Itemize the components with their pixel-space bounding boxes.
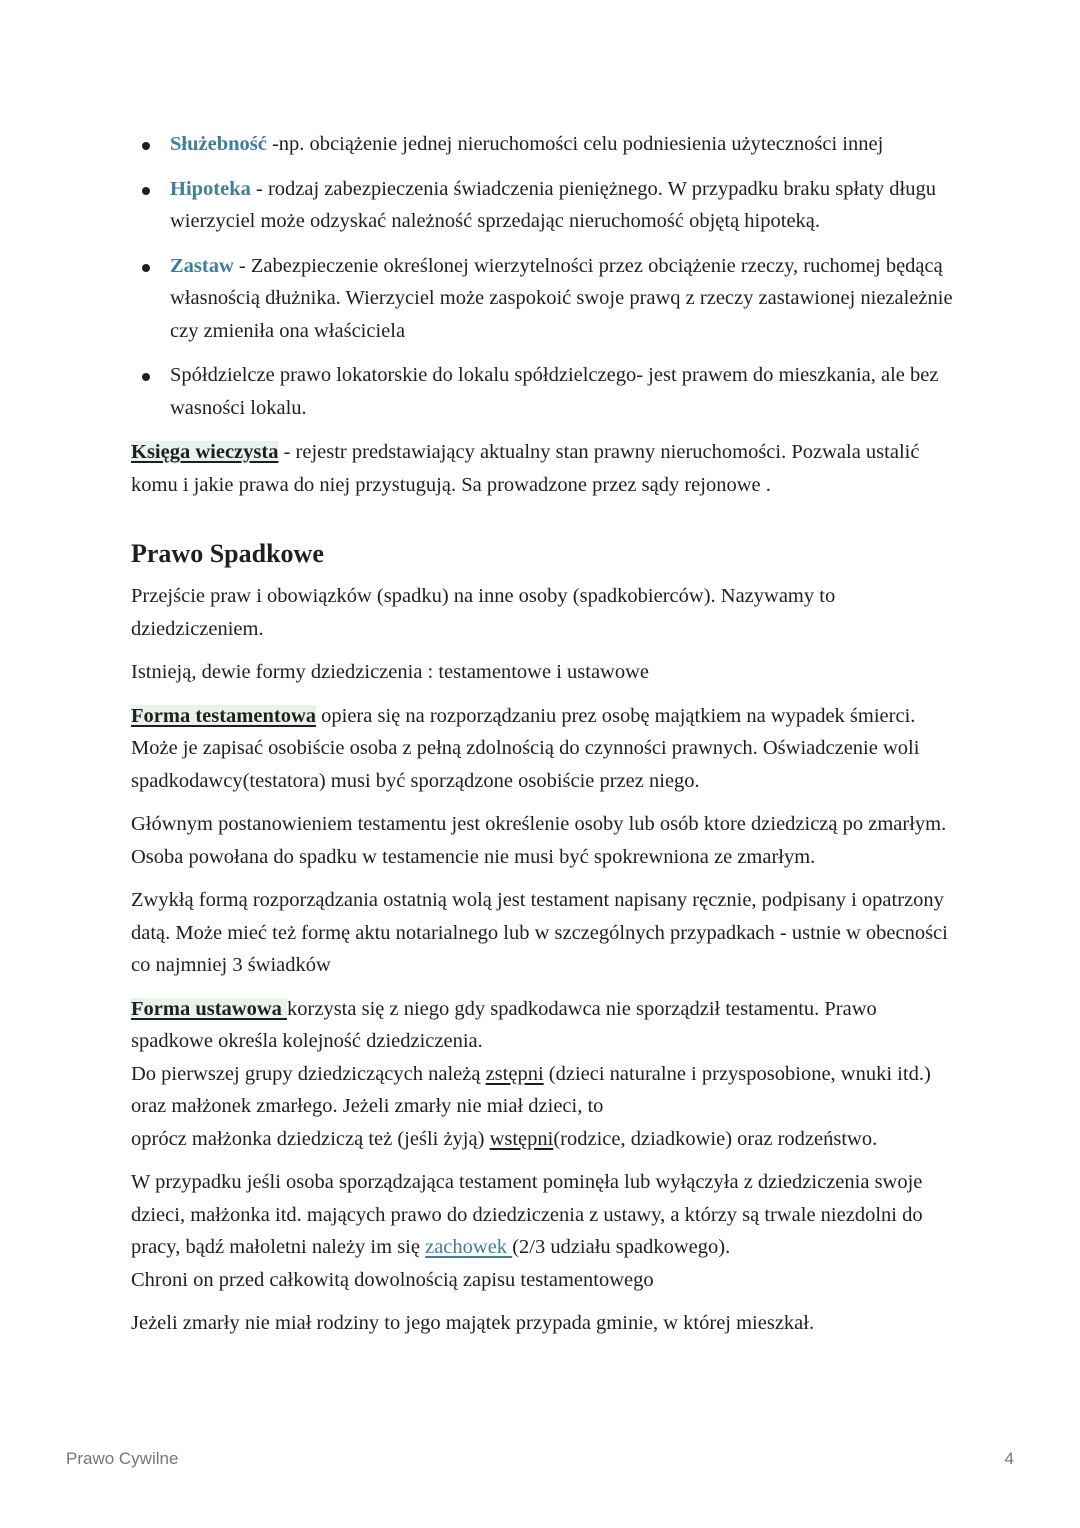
bullet-icon	[142, 373, 150, 381]
paragraph-intro: Przejście praw i obowiązków (spadku) na inne osoby (spadkobierców). Nazywamy to dziedziczeniem.	[131, 585, 836, 640]
term-zastaw: Zastaw	[170, 254, 234, 277]
list-item	[131, 173, 961, 238]
paragraph-gmina: Jeżeli zmarły nie miał rodziny to jego majątek przypada gminie, w której mieszkał.	[131, 1312, 815, 1334]
paragraph-text: oprócz małżonka dziedziczą też (jeśli żyją)	[131, 1127, 490, 1150]
bullet-icon	[142, 264, 150, 272]
paragraph-text: Do pierwszej grupy dziedziczących należą	[131, 1062, 486, 1085]
paragraph-glownym: Głównym postanowieniem testamentu jest określenie osoby lub osób ktore dziedziczą po zmarłym. Osoba powołana do spadku w testamencie nie musi być spokrewniona ze zmarłym.	[131, 813, 947, 868]
paragraph-text: (rodzice, dziadkowie) oraz rodzeństwo.	[553, 1127, 878, 1150]
paragraph-text: (2/3 udziału spadkowego).	[512, 1236, 731, 1258]
paragraph-text: - rejestr predstawiający aktualny stan prawny nieruchomości. Pozwala ustalić komu i jakie prawa do niej przystugują. Sa prowadzone przez sądy rejonowe .	[131, 441, 920, 496]
term-zstepni: zstępni	[485, 1062, 544, 1085]
bullet-icon	[142, 142, 150, 150]
paragraph-ksiega	[131, 436, 961, 501]
paragraph-text: (dzieci naturalne i przysposobione, wnuki itd.) oraz małżonek zmarłego. Jeżeli zmarły nie miał dzieci, to	[131, 1062, 931, 1117]
list-item-text: - Zabezpieczenie określonej wierzytelności przez obciążenie rzeczy, ruchomej będącą własnością dłużnika. Wierzyciel może zaspokoić swoje prawq z rzeczy zastawionej niezależnie czy zmieniła ona właściciela	[170, 254, 953, 342]
term-hipoteka: Hipoteka	[170, 177, 251, 200]
paragraph-testamentowa	[131, 700, 961, 798]
list-item-text: -np. obciążenie jednej nieruchomości celu podniesienia użyteczności innej	[266, 133, 884, 155]
list-item-text: - rodzaj zabezpieczenia świadczenia pieniężnego. W przypadku braku spłaty długu wierzyciel może odzyskać należność sprzedając nieruchomość objętą hipoteką.	[170, 177, 937, 232]
key-term-testamentowa: Forma testamentowa	[131, 704, 317, 727]
section-title: Prawo Spadkowe	[131, 539, 324, 568]
paragraph-text: opiera się na rozporządzaniu prez osobę majątkiem na wypadek śmierci. Może je zapisać osobiście osoba z pełną zdolnością do czynności prawnych. Oświadczenie woli spadkodawcy(testatora) musi być sporządzone osobiście przez niego.	[131, 704, 920, 792]
page-number: 4	[1004, 1449, 1014, 1468]
bullet-list	[131, 128, 961, 424]
list-item	[131, 359, 961, 424]
paragraph-zachowek	[131, 1166, 961, 1296]
document-body	[131, 128, 961, 1351]
key-term-ksiega: Księga wieczysta	[131, 441, 279, 463]
bullet-icon	[142, 187, 150, 195]
paragraph-text: Chroni on przed całkowitą dowolnością zapisu testamentowego	[131, 1268, 654, 1291]
key-term-ustawowa: Forma ustawowa	[131, 997, 288, 1020]
zachowek-link[interactable]: zachowek	[425, 1236, 513, 1258]
list-item	[131, 128, 961, 161]
list-item-text: Spółdzielcze prawo lokatorskie do lokalu spółdzielczego- jest prawem do mieszkania, ale bez wasności lokalu.	[170, 364, 939, 419]
term-sluzebnosc: Służebność	[170, 133, 267, 155]
paragraph-ustawowa	[131, 993, 961, 1156]
paragraph-forms: Istnieją, dewie formy dziedziczenia : testamentowe i ustawowe	[131, 661, 649, 683]
paragraph-zwykla: Zwykłą formą rozporządzania ostatnią wolą jest testament napisany ręcznie, podpisany i opatrzony datą. Może mieć też formę aktu notarialnego lub w szczególnych przypadkach - ustnie w obecności co najmniej 3 świadków	[131, 889, 948, 976]
footer-title: Prawo Cywilne	[66, 1449, 179, 1468]
paragraph-text: W przypadku jeśli osoba sporządzająca testament pominęła lub wyłączyła z dziedziczenia swoje dzieci, małżonka itd. mających prawo do dziedziczenia z ustawy, a którzy są trwale niezdolni do pracy, bądź małoletni należy im się	[131, 1171, 923, 1258]
paragraph-text: korzysta się z niego gdy spadkodawca nie sporządził testamentu. Prawo spadkowe określa kolejność dziedziczenia.	[131, 997, 877, 1052]
list-item	[131, 250, 961, 348]
term-wstepni: wstępni	[489, 1127, 554, 1150]
